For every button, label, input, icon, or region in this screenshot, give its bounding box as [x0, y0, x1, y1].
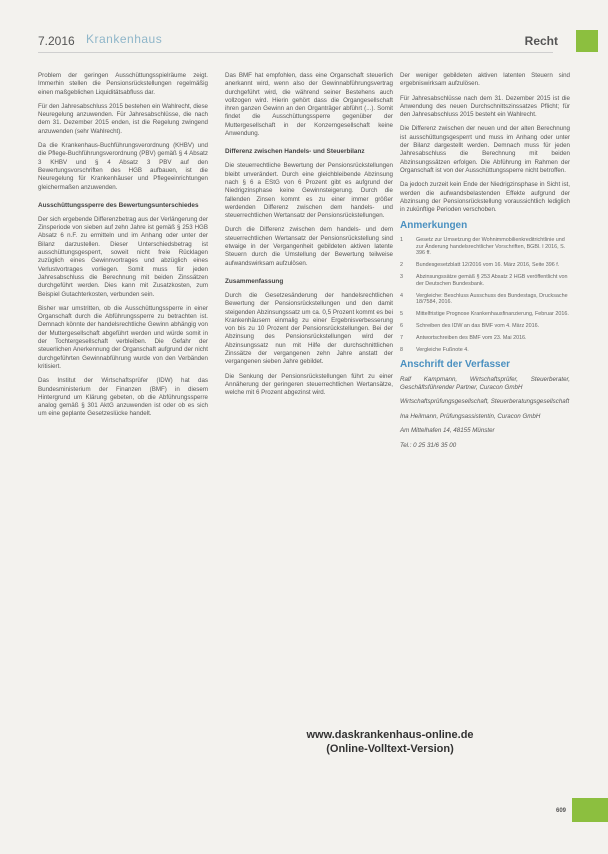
paragraph: Das BMF hat empfohlen, dass eine Organschaft steuerlich anerkannt wird, wenn also der Gewinnabführungsvertrag durchgeführt wird, die während seiner Bestehens auch vollzogen wird. Hierin gehört dass die Organgesellschaft ihren ganzen Gewinn an den Organträger abführt (...). Somit findet die Ausschüttungssperre gegenüber der Muttergesellschaft in der Konzerngesellschaft keine Anwendung. [225, 72, 393, 138]
note-item [400, 293, 570, 307]
header-divider [38, 52, 553, 53]
author-line: Wirtschaftsprüfungsgesellschaft, Steuerberatungsgesellschaft [400, 398, 570, 406]
website-link[interactable]: www.daskrankenhaus-online.de [306, 729, 474, 741]
note-text: Abzinsungssätze gemäß § 253 Absatz 2 HGB veröffentlicht von der Deutschen Bundesbank. [416, 273, 568, 287]
author-line: Ralf Kampmann, Wirtschaftsprüfer, Steuerberater, Geschäftsführender Partner, Curacon GmbH [400, 375, 570, 392]
note-item [400, 335, 570, 342]
page-number: 609 [555, 808, 566, 814]
note-number: 2 [400, 262, 403, 269]
paragraph: Der weniger gebildeten aktiven latenten Steuern sind ergebniswirksam aufzulösen. [400, 72, 570, 88]
note-item [400, 311, 570, 318]
paragraph: Durch die Gesetzesänderung der handelsrechtlichen Bewertung der Pensionsrückstellungen und den damit steigenden Abzinsungssatz um ca. 0,5 Prozent kommt es bei Krankenhäusern einmalig zu einer Ergebnisverbesserung von bis zu 10 Prozent der Pensionsrückstellungen. Bei der Abzinsung des Pensionsrückstellungen wird der Abzinsungssatz nun mit Hilfe der durchschnittlichen Zinssätze der vergangenen zehn Jahre anstatt der vergangenen sieben Jahre gebildet. [225, 291, 393, 366]
note-number: 3 [400, 273, 403, 280]
subheading: Differenz zwischen Handels- und Steuerbilanz [225, 148, 365, 156]
note-item [400, 347, 570, 354]
section-title: Recht [524, 34, 558, 48]
paragraph: Die Differenz zwischen der neuen und der alten Berechnung ist ausschüttungsgesperrt und muss im Anhang oder unter der Bilanz dargestellt werden. Demnach muss für jeden Jahresabschluss die Berechnung mit beiden Abzinsungssätzen erfolgen. Die Abführung im Rahmen der Organschaft ist von der Ausschüttungssperre nicht betroffen. [400, 125, 570, 174]
paragraph: Da die Krankenhaus-Buchführungsverordnung (KHBV) und die Pflege-Buchführungsverordnung (PBV) gemäß § 4 Absatz 3 KHBV und § 4 Absatz 3 PBV auf den Bewertungsvorschriften des HGB aufbauen, ist die Neuregelung für Krankenhäuser und Pflegeeinrichtungen gleichermaßen anzuwenden. [38, 142, 208, 191]
paragraph: Die steuerrechtliche Bewertung der Pensionsrückstellungen bleibt unverändert. Durch eine gleichbleibende Abzinsung nach § 6 a EStG von 6 Prozent gibt es aufgrund der Niedrigzinsphase keine Gewinnsteigerung. Durch die fallenden Zinsen kommt es zu einer immer größer werdenden Differenz zwischen dem handels- und steuerrechtlichen Wertansatz der Pensionsrückstellungen. [225, 162, 393, 220]
note-item [400, 274, 570, 288]
note-text: Mittelfristige Prognose Krankenhausfinanzierung, Februar 2016. [416, 311, 569, 318]
note-number: 1 [400, 236, 403, 243]
paragraph: Bisher war umstritten, ob die Ausschüttungssperre in einer Organschaft durch die Abführungssperre zu betrachten ist. Demnach könnte der handelsrechtliche Gewinn abhängig von der Muttergesellschaft abgeführt werden und würde somit in der Tochtergesellschaft verbleiben. Die Gefahr der steuerlichen Anerkennung der Organschaft aufgrund der nicht durchgeführten Gewinnabführung wurde von den Verbänden kritisiert. [38, 304, 208, 370]
note-item [400, 237, 570, 257]
online-version-label: (Online-Volltext-Version) [326, 743, 454, 755]
note-item [400, 323, 570, 330]
note-number: 6 [400, 322, 403, 329]
issue-number: 7.2016 [38, 34, 75, 48]
author-line: Am Mittelhafen 14, 48155 Münster [400, 427, 495, 435]
paragraph: Für Jahresabschlüsse nach dem 31. Dezember 2015 ist die Anwendung des neuen Durchschnittszinssatzes Pflicht; für den Jahresabschluss 2015 besteht ein Wahlrecht. [400, 94, 570, 119]
note-number: 5 [400, 311, 403, 318]
folio-color-bar [572, 798, 608, 822]
page-header [38, 30, 608, 54]
section-color-tab [576, 30, 598, 52]
magazine-logo: Krankenhaus [86, 32, 163, 46]
paragraph: Da jedoch zurzeit kein Ende der Niedrigzinsphase in Sicht ist, werden die aufwandsbelastenden Effekte aufgrund der Abzinsung der Pensionsrückstellung voraussichtlich lediglich in zukünftige Perioden verschoben. [400, 181, 570, 214]
paragraph: Der sich ergebende Differenzbetrag aus der Verlängerung der Zinsperiode von sieben auf zehn Jahre ist gemäß § 253 HGB Absatz 6 n.F. zu ermitteln und im Anhang oder unter der Bilanz darzustellen. Dieser Unterschiedsbetrag ist ausschüttungsgesperrt, soweit nicht freie Rücklagen zuzüglich eines Gewinnvortrages und abzüglich eines Verlustvortrages vorliegen. Somit muss für jeden Jahresabschluss die Berechnung mit beiden Zinssätzen durchgeführt werden. Dies kann mit Zusatzkosten, zum Beispiel Gutachterkosten, verbunden sein. [38, 215, 208, 298]
subheading: Ausschüttungssperre des Bewertungsunterschiedes [38, 201, 199, 209]
note-text: Bundesgesetzblatt 12/2016 vom 16. März 2016, Seite 396 f. [416, 262, 560, 269]
paragraph: Problem der geringen Ausschüttungsspielräume zeigt. Immerhin stellen die Pensionsrückstellungen regelmäßig einen maßgeblichen Liquiditätsabfluss dar. [38, 72, 208, 96]
paragraph: Für den Jahresabschluss 2015 bestehen ein Wahlrecht, diese Neuregelung anzuwenden. Für Jahresabschlüsse, die nach dem 31. Dezember 2015 enden, ist die Regelung zwingend anzuwenden (sehr Wahlrecht). [38, 102, 208, 135]
column-1 [38, 72, 208, 425]
notes-heading: Anmerkungen [400, 220, 468, 232]
subheading: Zusammenfassung [225, 277, 284, 285]
note-text: Antwortschreiben des BMF vom 23. Mai 2016. [416, 334, 527, 341]
notes-list [400, 237, 570, 354]
note-text: Vergleiche: Beschluss Ausschuss des Bundestags, Drucksache 18/7584, 2016. [416, 292, 568, 306]
note-text: Vergleiche Fußnote 4. [416, 346, 469, 353]
column-2 [225, 72, 393, 404]
note-text: Schreiben des IDW an das BMF vom 4. März 2016. [416, 322, 540, 329]
note-number: 8 [400, 346, 403, 353]
note-text: Gesetz zur Umsetzung der Wohnimmobilienkreditrichtlinie und zur Änderung handelsrechtlicher Vorschriften, BGBl. I 2016, S. 396 ff. [416, 236, 566, 257]
note-item [400, 262, 570, 269]
paragraph: Durch die Differenz zwischen dem handels- und dem steuerrechtlichen Wertansatz der Pensionsrückstellung sind etwaige in der Vergangenheit gebildeten aktiven latente Steuern durch die Umstellung der Bewertung teilweise aufwandswirksam aufzulösen. [225, 226, 393, 267]
note-number: 7 [400, 334, 403, 341]
author-heading: Anschrift der Verfasser [400, 359, 511, 371]
column-3 [400, 72, 570, 456]
paragraph: Das Institut der Wirtschaftsprüfer (IDW) hat das Bundesministerium der Finanzen (BMF) in diesem Hintergrund um Klärung gebeten, ob die Abführungssperre analog gemäß § 301 AktG anzuwenden ist oder ob es sich um eine geplante Gesetzeslücke handelt. [38, 377, 208, 418]
online-version-banner [210, 728, 570, 756]
author-line: Ina Heilmann, Prüfungsassistentin, Curacon GmbH [400, 412, 541, 420]
author-line: Tel.: 0 25 31/6 35 00 [400, 441, 457, 449]
note-number: 4 [400, 292, 403, 299]
paragraph: Die Senkung der Pensionsrückstellungen führt zu einer Annäherung der geringeren steuerrechtlichen Wertansätze, welche mit 6 Prozent abgezinst wird. [225, 372, 393, 397]
